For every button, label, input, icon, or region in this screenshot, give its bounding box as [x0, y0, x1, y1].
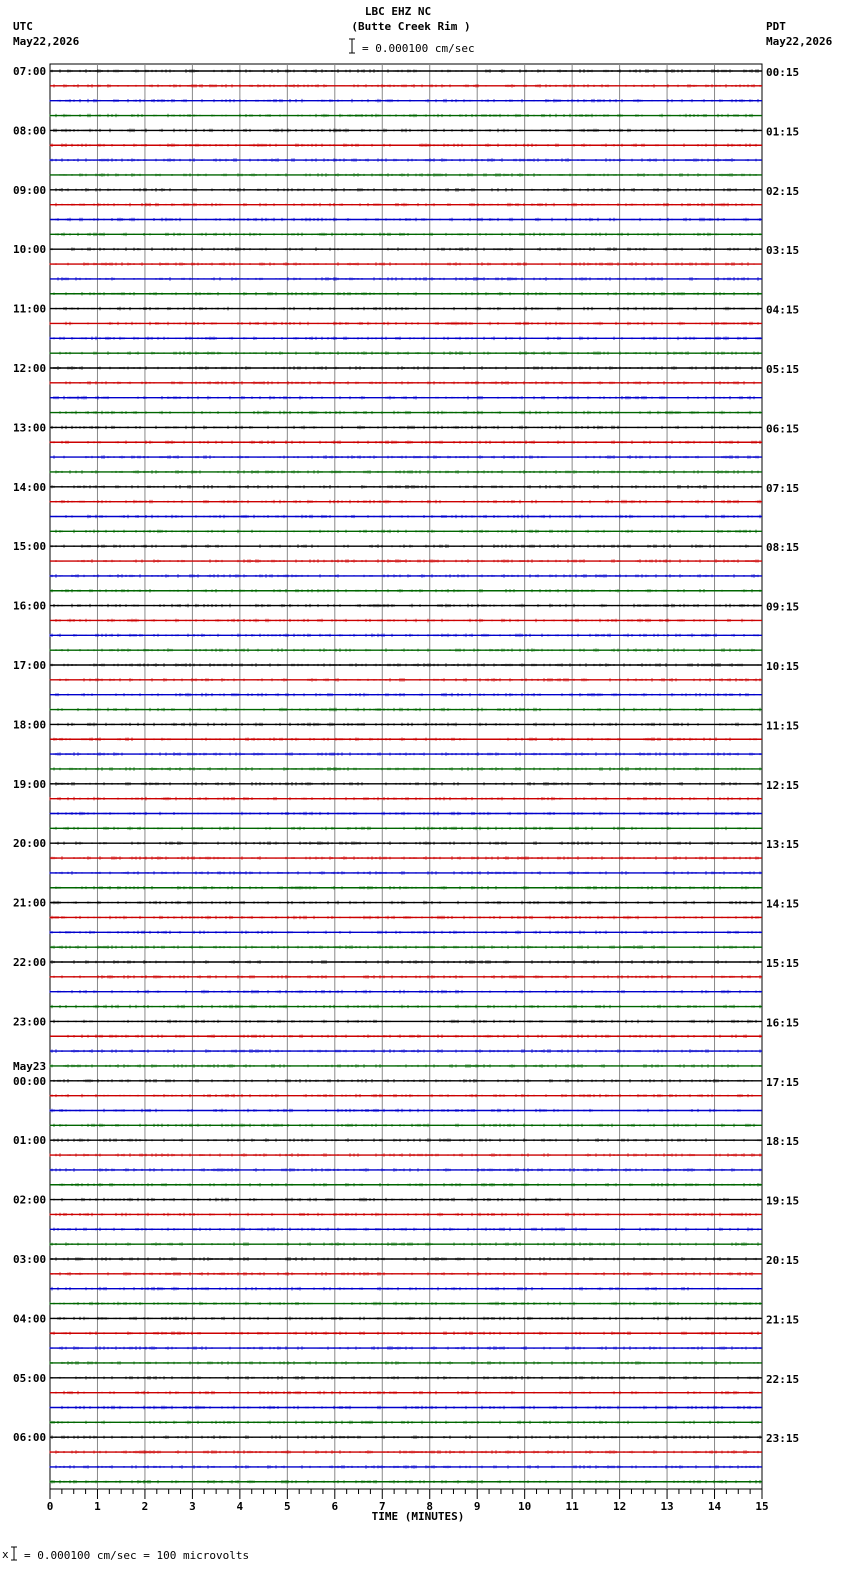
pdt-label: 00:15: [766, 66, 800, 79]
site-name: (Butte Creek Rim ): [351, 20, 471, 33]
x-tick-label: 14: [707, 1500, 722, 1513]
pdt-label: 04:15: [766, 303, 800, 317]
pdt-label: 21:15: [766, 1313, 800, 1327]
utc-label: 18:00: [13, 718, 47, 732]
utc-label: 20:00: [13, 837, 47, 851]
utc-label: 14:00: [13, 480, 47, 494]
left-date: May22,2026: [13, 35, 80, 48]
x-tick-label: 10: [518, 1500, 532, 1513]
utc-label: 00:00: [13, 1074, 47, 1088]
pdt-label: 13:15: [766, 838, 800, 852]
utc-label: 09:00: [13, 183, 47, 197]
x-tick-label: 6: [331, 1500, 339, 1513]
x-tick-label: 5: [284, 1500, 291, 1513]
pdt-label: 23:15: [766, 1432, 800, 1446]
x-tick-label: 8: [426, 1500, 434, 1513]
x-tick-label: 7: [378, 1500, 386, 1513]
traces: [50, 69, 762, 1483]
pdt-label: 05:15: [766, 363, 800, 376]
x-tick-label: 13: [660, 1500, 674, 1513]
pdt-label: 06:15: [766, 422, 800, 436]
pdt-label: 09:15: [766, 600, 800, 614]
pdt-label: 10:15: [766, 660, 800, 673]
trace-noise-59: [52, 945, 760, 949]
utc-label: 15:00: [13, 540, 47, 554]
scale-bar-icon: [349, 39, 355, 53]
utc-label: 22:00: [13, 956, 47, 969]
pdt-label: 20:15: [766, 1254, 800, 1267]
utc-label: 21:00: [13, 896, 47, 910]
trace-noise-48: [50, 782, 758, 786]
pdt-label: 19:15: [766, 1194, 800, 1208]
utc-date-label: May23: [13, 1059, 47, 1073]
pdt-label: 07:15: [766, 481, 800, 495]
pdt-label: 01:15: [766, 125, 800, 139]
pdt-label: 12:15: [766, 778, 800, 792]
pdt-label: 16:15: [766, 1016, 800, 1030]
x-tick-label: 11: [565, 1500, 579, 1513]
utc-label: 17:00: [13, 659, 47, 672]
utc-label: 23:00: [13, 1015, 47, 1029]
utc-label: 13:00: [13, 421, 47, 435]
utc-label: 11:00: [13, 302, 47, 316]
utc-label: 16:00: [13, 599, 47, 613]
utc-label: 02:00: [13, 1193, 47, 1207]
pdt-time-labels: [766, 66, 799, 1445]
plot-frame: [50, 64, 762, 1489]
utc-label: 05:00: [13, 1371, 47, 1385]
x-tick-label: 3: [189, 1500, 196, 1513]
x-tick-label: 2: [141, 1500, 149, 1513]
pdt-label: 17:15: [766, 1075, 800, 1089]
footer-scale-bar-icon: [11, 1547, 17, 1560]
footer-scale-text: = 0.000100 cm/sec = 100 microvolts: [24, 1549, 250, 1562]
x-tick-label: 9: [473, 1500, 481, 1513]
utc-label: 03:00: [13, 1253, 47, 1266]
left-timezone: UTC: [13, 20, 33, 33]
scale-value: = 0.000100 cm/sec: [362, 42, 475, 55]
utc-label: 01:00: [13, 1134, 47, 1148]
trace-noise-91: [50, 1421, 758, 1425]
trace-noise-21: [50, 381, 758, 385]
x-tick-label: 15: [755, 1500, 769, 1513]
pdt-label: 11:15: [766, 719, 800, 733]
x-tick-label: 0: [46, 1500, 54, 1513]
pdt-label: 02:15: [766, 184, 800, 198]
x-tick-label: 4: [236, 1500, 244, 1513]
utc-label: 08:00: [13, 124, 47, 138]
utc-label: 07:00: [13, 65, 47, 78]
trace-noise-66: [52, 1049, 760, 1053]
utc-label: 12:00: [13, 362, 47, 375]
utc-label: 19:00: [13, 777, 47, 791]
pdt-label: 18:15: [766, 1135, 800, 1149]
x-axis-label: TIME (MINUTES): [371, 1510, 465, 1523]
x-tick-label: 1: [94, 1500, 101, 1513]
x-tick-label: 12: [612, 1500, 627, 1513]
pdt-label: 03:15: [766, 244, 800, 258]
right-date: May22,2026: [766, 35, 833, 48]
footer-marker-icon: x: [2, 1548, 9, 1561]
pdt-label: 14:15: [766, 897, 800, 911]
utc-time-labels: [13, 65, 46, 1444]
pdt-label: 08:15: [766, 541, 800, 555]
station-title: LBC EHZ NC: [364, 5, 432, 18]
utc-label: 10:00: [13, 243, 47, 257]
pdt-label: 22:15: [766, 1372, 800, 1386]
pdt-label: 15:15: [766, 957, 800, 970]
right-timezone: PDT: [766, 20, 786, 33]
utc-label: 06:00: [13, 1431, 47, 1445]
utc-label: 04:00: [13, 1312, 47, 1326]
